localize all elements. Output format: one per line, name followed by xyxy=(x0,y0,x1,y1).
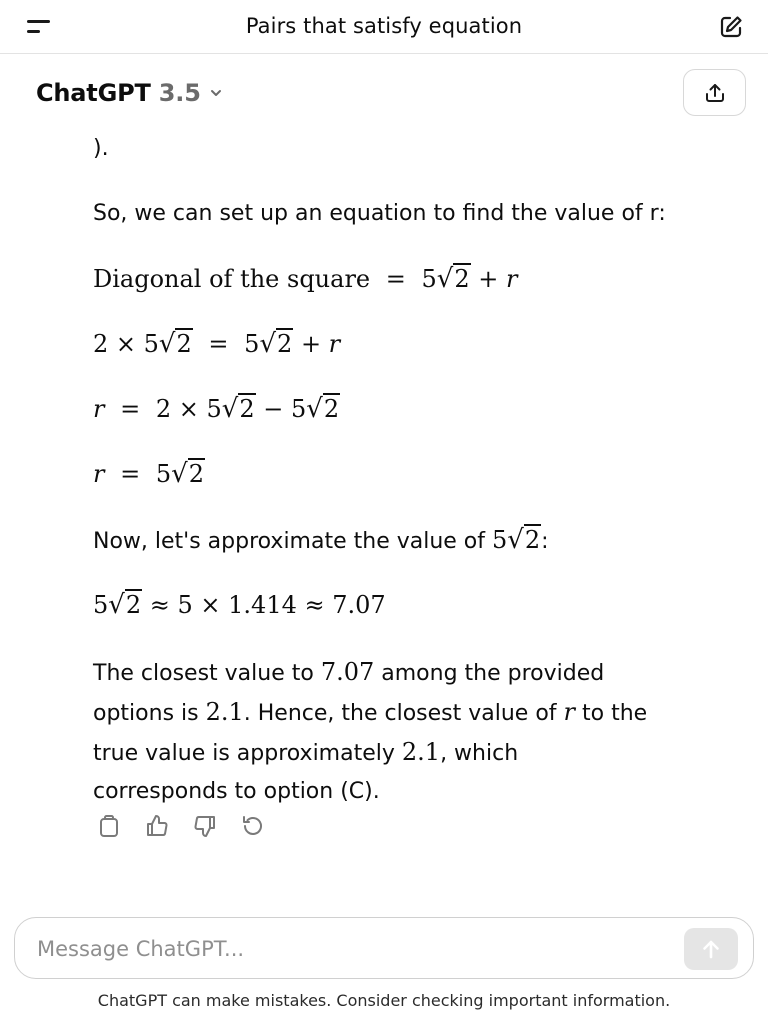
paragraph-3-line-1 xyxy=(93,653,743,693)
inline-math: 2.1 xyxy=(205,698,244,726)
disclaimer-text: ChatGPT can make mistakes. Consider checking important information. xyxy=(97,991,671,1010)
menu-icon xyxy=(27,20,50,23)
arrow-up-icon xyxy=(700,938,722,960)
coefficient: 5 xyxy=(421,265,437,293)
coefficient: 5 xyxy=(155,460,172,488)
equals-sign: = xyxy=(120,395,141,423)
inline-math: r xyxy=(563,698,576,726)
share-button[interactable] xyxy=(683,69,746,116)
inline-math: 2.1 xyxy=(401,738,441,766)
menu-button[interactable] xyxy=(16,8,62,46)
thumbs-down-icon[interactable] xyxy=(192,813,218,839)
sqrt-symbol: √2 xyxy=(171,459,205,489)
message-paragraph-1: So, we can set up an equation to find the value of r: xyxy=(93,201,666,226)
variable-r: r xyxy=(93,460,105,488)
paragraph-3-line-3 xyxy=(93,733,743,773)
menu-icon-line xyxy=(27,30,40,33)
text-run: options is xyxy=(93,701,206,726)
radicand: 2 xyxy=(524,526,541,554)
equation-1-label: Diagonal of the square xyxy=(93,265,371,293)
coefficient: 5 xyxy=(244,330,260,358)
text-run: among the provided xyxy=(374,661,605,686)
equation-3-mid: 2 × 5 xyxy=(155,395,222,423)
equation-2 xyxy=(93,325,743,363)
equation-3-minus: − 5 xyxy=(263,395,307,423)
coefficient: 5 xyxy=(492,526,508,554)
radicand: 2 xyxy=(176,330,192,358)
paragraph-2-text: Now, let's approximate the value of xyxy=(93,529,493,554)
text-run: , which xyxy=(440,741,519,766)
paragraph-3-line-2 xyxy=(93,693,743,733)
radicand: 2 xyxy=(239,395,255,423)
equation-3 xyxy=(93,390,743,428)
sqrt-symbol: √2 xyxy=(507,525,541,555)
thumbs-up-icon[interactable] xyxy=(144,813,170,839)
coefficient: 5 xyxy=(93,591,109,619)
equation-4 xyxy=(93,455,743,493)
share-icon xyxy=(703,81,727,105)
sqrt-symbol: √2 xyxy=(259,329,293,359)
model-name-label: ChatGPT xyxy=(36,79,151,107)
text-run: . Hence, the closest value of xyxy=(243,701,564,726)
equation-1-tail: + r xyxy=(478,265,518,293)
paragraph-3-line-4: corresponds to option (C). xyxy=(93,779,380,804)
regenerate-icon[interactable] xyxy=(240,813,266,839)
sqrt-symbol: √2 xyxy=(221,394,255,424)
message-paragraph-2 xyxy=(93,521,743,561)
model-version: 3.5 xyxy=(158,79,201,107)
sqrt-symbol: √2 xyxy=(108,590,142,620)
sqrt-symbol: √2 xyxy=(158,329,192,359)
sqrt-symbol: √2 xyxy=(306,394,340,424)
variable-r: r xyxy=(93,395,105,423)
equation-2-lhs: 2 × 5 xyxy=(93,330,159,358)
inline-math xyxy=(492,526,541,554)
chevron-down-icon xyxy=(209,86,223,100)
radicand: 2 xyxy=(125,591,142,619)
equation-5 xyxy=(93,586,743,624)
equals-sign: = xyxy=(208,330,229,358)
radicand: 2 xyxy=(188,460,205,488)
copy-icon[interactable] xyxy=(96,813,122,839)
new-chat-icon xyxy=(718,14,744,40)
conversation-scroll[interactable] xyxy=(0,55,768,910)
paragraph-2-tail: : xyxy=(541,529,549,554)
equals-sign: = xyxy=(385,265,406,293)
radicand: 2 xyxy=(454,265,470,293)
radicand: 2 xyxy=(277,330,293,358)
inline-math: 7.07 xyxy=(320,658,375,686)
chat-title: Pairs that satisfy equation xyxy=(245,14,523,38)
sqrt-symbol: √2 xyxy=(436,264,470,294)
equals-sign: = xyxy=(120,460,141,488)
model-name xyxy=(36,79,201,107)
message-input[interactable] xyxy=(37,930,657,968)
message-composer xyxy=(14,917,754,979)
text-run: true value is approximately xyxy=(93,741,402,766)
message-actions xyxy=(96,813,266,845)
new-chat-button[interactable] xyxy=(710,8,752,46)
send-button[interactable] xyxy=(684,928,738,970)
model-selector[interactable] xyxy=(24,72,235,114)
text-run: The closest value to xyxy=(93,661,321,686)
model-bar xyxy=(0,67,768,119)
radicand: 2 xyxy=(323,395,340,423)
text-run: to the xyxy=(575,701,648,726)
equation-5-tail: ≈ 5 × 1.414 ≈ 7.07 xyxy=(149,591,386,619)
equation-1 xyxy=(93,260,743,298)
equation-2-tail: + r xyxy=(300,330,341,358)
message-fragment: ). xyxy=(93,136,109,161)
message-paragraph-3 xyxy=(93,653,743,811)
top-bar xyxy=(0,0,768,54)
